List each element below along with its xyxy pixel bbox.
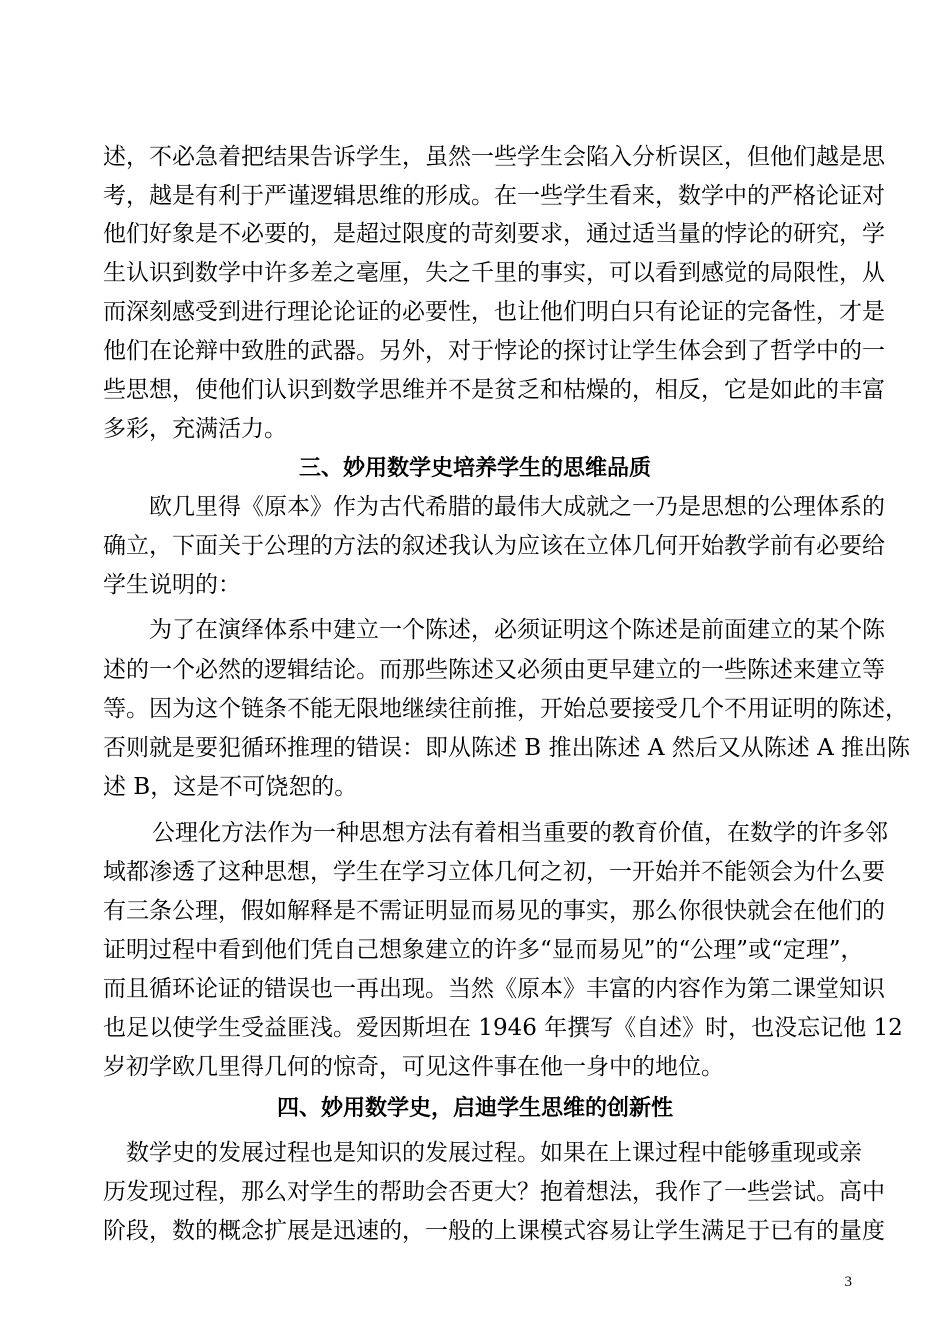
text-line: 也足以使学生受益匪浅。爱因斯坦在 1946 年撰写《自述》时，也没忘记他 12 xyxy=(103,1015,903,1041)
text-line: 生认识到数学中许多差之毫厘，失之千里的事实，可以看到感觉的局限性，从 xyxy=(103,260,885,286)
text-line: 他们在论辩中致胜的武器。另外，对于悖论的探讨让学生体会到了哲学中的一 xyxy=(103,338,885,364)
text-line: 数学史的发展过程也是知识的发展过程。如果在上课过程中能够重现或亲 xyxy=(126,1140,862,1166)
text-line: 而深刻感受到进行理论论证的必要性，也让他们明白只有论证的完备性，才是 xyxy=(103,299,885,325)
text-line: 述的一个必然的逻辑结论。而那些陈述又必须由更早建立的一些陈述来建立等 xyxy=(103,657,885,683)
text-line: 考，越是有利于严谨逻辑思维的形成。在一些学生看来，数学中的严格论证对 xyxy=(103,183,885,209)
page-number: 3 xyxy=(844,1274,852,1290)
text-line: 欧几里得《原本》作为古代希腊的最伟大成就之一乃是思想的公理体系的 xyxy=(149,494,885,520)
text-line: 岁初学欧几里得几何的惊奇，可见这件事在他一身中的地位。 xyxy=(103,1054,724,1080)
text-line: 公理化方法作为一种思想方法有着相当重要的教育价值，在数学的许多邻 xyxy=(152,820,888,846)
text-line: 些思想，使他们认识到数学思维并不是贫乏和枯燥的，相反，它是如此的丰富 xyxy=(103,377,885,403)
text-line: 有三条公理，假如解释是不需证明显而易见的事实，那么你很快就会在他们的 xyxy=(103,898,885,924)
text-line: 述，不必急着把结果告诉学生，虽然一些学生会陷入分析误区，但他们越是思 xyxy=(103,144,885,170)
section-heading-4: 四、妙用数学史，启迪学生思维的创新性 xyxy=(276,1096,673,1121)
text-line: 为了在演绎体系中建立一个陈述，必须证明这个陈述是前面建立的某个陈 xyxy=(149,617,885,643)
text-line: 否则就是要犯循环推理的错误：即从陈述 B 推出陈述 A 然后又从陈述 A 推出陈 xyxy=(103,735,910,761)
text-line: 多彩，充满活力。 xyxy=(103,416,287,442)
text-line: 述 B，这是不可饶恕的。 xyxy=(103,774,358,800)
text-line: 等。因为这个链条不能无限地继续往前推，开始总要接受几个不用证明的陈述， xyxy=(103,696,908,722)
text-line: 历发现过程，那么对学生的帮助会否更大？抱着想法，我作了一些尝试。高中 xyxy=(103,1179,885,1205)
text-line: 证明过程中看到他们凭自己想象建立的许多“显而易见”的“公理”或“定理”， xyxy=(103,937,864,963)
text-line: 域都渗透了这种思想，学生在学习立体几何之初，一开始并不能领会为什么要 xyxy=(103,859,885,885)
text-line: 而且循环论证的错误也一再出现。当然《原本》丰富的内容作为第二课堂知识 xyxy=(103,976,885,1002)
section-heading-3: 三、妙用数学史培养学生的思维品质 xyxy=(298,456,651,481)
text-line: 学生说明的： xyxy=(103,572,241,598)
text-line: 确立，下面关于公理的方法的叙述我认为应该在立体几何开始教学前有必要给 xyxy=(103,533,885,559)
text-line: 他们好象是不必要的，是超过限度的苛刻要求，通过适当量的悖论的研究，学 xyxy=(103,221,885,247)
text-line: 阶段，数的概念扩展是迅速的，一般的上课模式容易让学生满足于已有的量度 xyxy=(103,1218,885,1244)
